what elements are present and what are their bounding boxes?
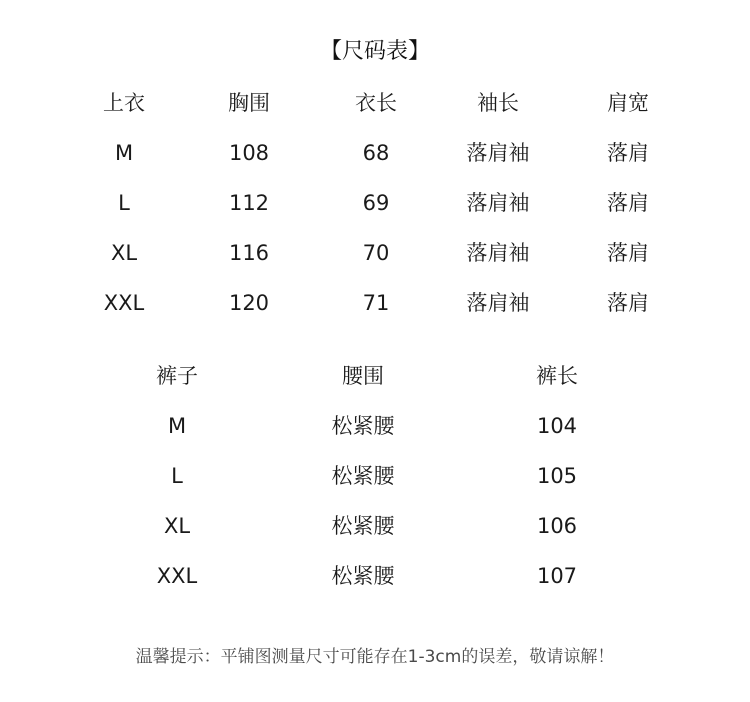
top-header-shoulder: 肩宽 bbox=[607, 91, 649, 115]
top-row-shoulder: 落肩 bbox=[607, 241, 649, 265]
top-row-length: 71 bbox=[362, 291, 390, 315]
pants-row-size: XL bbox=[163, 514, 191, 538]
top-row-shoulder: 落肩 bbox=[607, 291, 649, 315]
pants-row-waist: 松紧腰 bbox=[331, 564, 395, 588]
pants-row-length: 104 bbox=[536, 414, 578, 438]
top-row-length: 70 bbox=[362, 241, 390, 265]
pants-row-waist: 松紧腰 bbox=[331, 514, 395, 538]
pants-row-length: 106 bbox=[536, 514, 578, 538]
pants-header-waist: 腰围 bbox=[342, 364, 384, 388]
pants-row-size: M bbox=[167, 414, 187, 438]
top-row-chest: 112 bbox=[228, 191, 270, 215]
pants-row-waist: 松紧腰 bbox=[331, 464, 395, 488]
top-header-category: 上衣 bbox=[103, 91, 145, 115]
pants-header-category: 裤子 bbox=[156, 364, 198, 388]
top-row-chest: 116 bbox=[228, 241, 270, 265]
pants-row-waist: 松紧腰 bbox=[331, 414, 395, 438]
top-row-size: XL bbox=[110, 241, 138, 265]
pants-row-size: XXL bbox=[156, 564, 198, 588]
top-row-sleeve: 落肩袖 bbox=[466, 191, 530, 215]
top-row-chest: 120 bbox=[228, 291, 270, 315]
top-row-sleeve: 落肩袖 bbox=[466, 141, 530, 165]
pants-row-size: L bbox=[171, 464, 183, 488]
top-row-sleeve: 落肩袖 bbox=[466, 241, 530, 265]
size-chart-title: 【尺码表】 bbox=[319, 39, 430, 64]
pants-header-length: 裤长 bbox=[536, 364, 578, 388]
measurement-note: 温馨提示：平铺图测量尺寸可能存在1-3cm的误差，敬请谅解！ bbox=[135, 647, 615, 667]
pants-row-length: 107 bbox=[536, 564, 578, 588]
top-row-length: 69 bbox=[362, 191, 390, 215]
top-header-length: 衣长 bbox=[355, 91, 397, 115]
top-row-chest: 108 bbox=[228, 141, 270, 165]
top-row-length: 68 bbox=[362, 141, 390, 165]
top-row-size: XXL bbox=[103, 291, 145, 315]
top-row-shoulder: 落肩 bbox=[607, 191, 649, 215]
top-header-sleeve: 袖长 bbox=[477, 91, 519, 115]
pants-row-length: 105 bbox=[536, 464, 578, 488]
top-header-chest: 胸围 bbox=[228, 91, 270, 115]
top-row-sleeve: 落肩袖 bbox=[466, 291, 530, 315]
top-row-size: M bbox=[114, 141, 134, 165]
top-row-shoulder: 落肩 bbox=[607, 141, 649, 165]
top-row-size: L bbox=[118, 191, 130, 215]
